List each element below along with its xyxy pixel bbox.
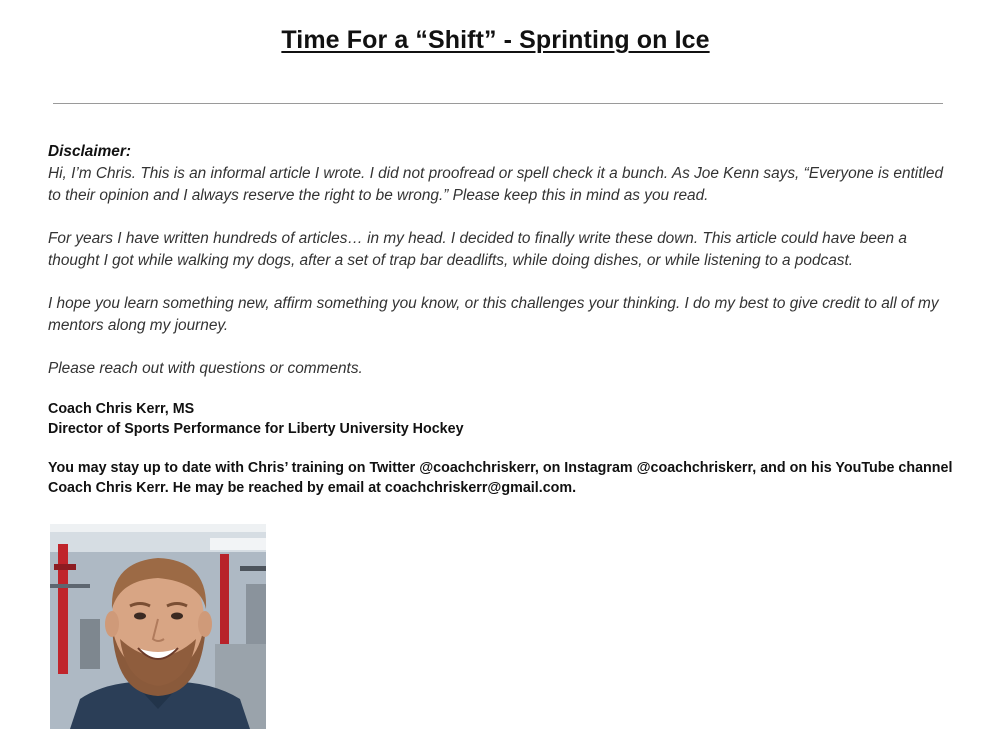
contact-info: You may stay up to date with Chris’ training on Twitter @coachchriskerr, on Instagram @coachchriskerr, and on his YouTube channel Coach Chris Kerr. He may be reached by email at coachchriskerr@gmail.com. [48,460,953,496]
horizontal-divider [53,103,943,104]
author-name: Coach Chris Kerr, MS [48,401,195,417]
disclaimer-label: Disclaimer: [48,143,131,160]
paragraph-history: For years I have written hundreds of articles… in my head. I decided to finally write these down. This article could have been a thought I got while walking my dogs, after a set of trap bar deadlifts, while doing dishes, or while listening to a podcast. [48,230,907,269]
paragraph-reach-out: Please reach out with questions or comments. [48,360,363,377]
article-body [48,141,953,498]
author-photo [50,524,266,729]
author-role: Director of Sports Performance for Liberty University Hockey [48,421,464,437]
paragraph-goals: I hope you learn something new, affirm something you know, or this challenges your thinking. I do my best to give credit to all of my mentors along my journey. [48,295,939,334]
paragraph-intro: Hi, I’m Chris. This is an informal article I wrote. I did not proofread or spell check it a bunch. As Joe Kenn says, “Everyone is entitled to their opinion and I always reserve the right to be wrong.” Please keep this in mind as you read. [48,165,944,204]
article-title: Time For a “Shift” - Sprinting on Ice [281,26,710,54]
